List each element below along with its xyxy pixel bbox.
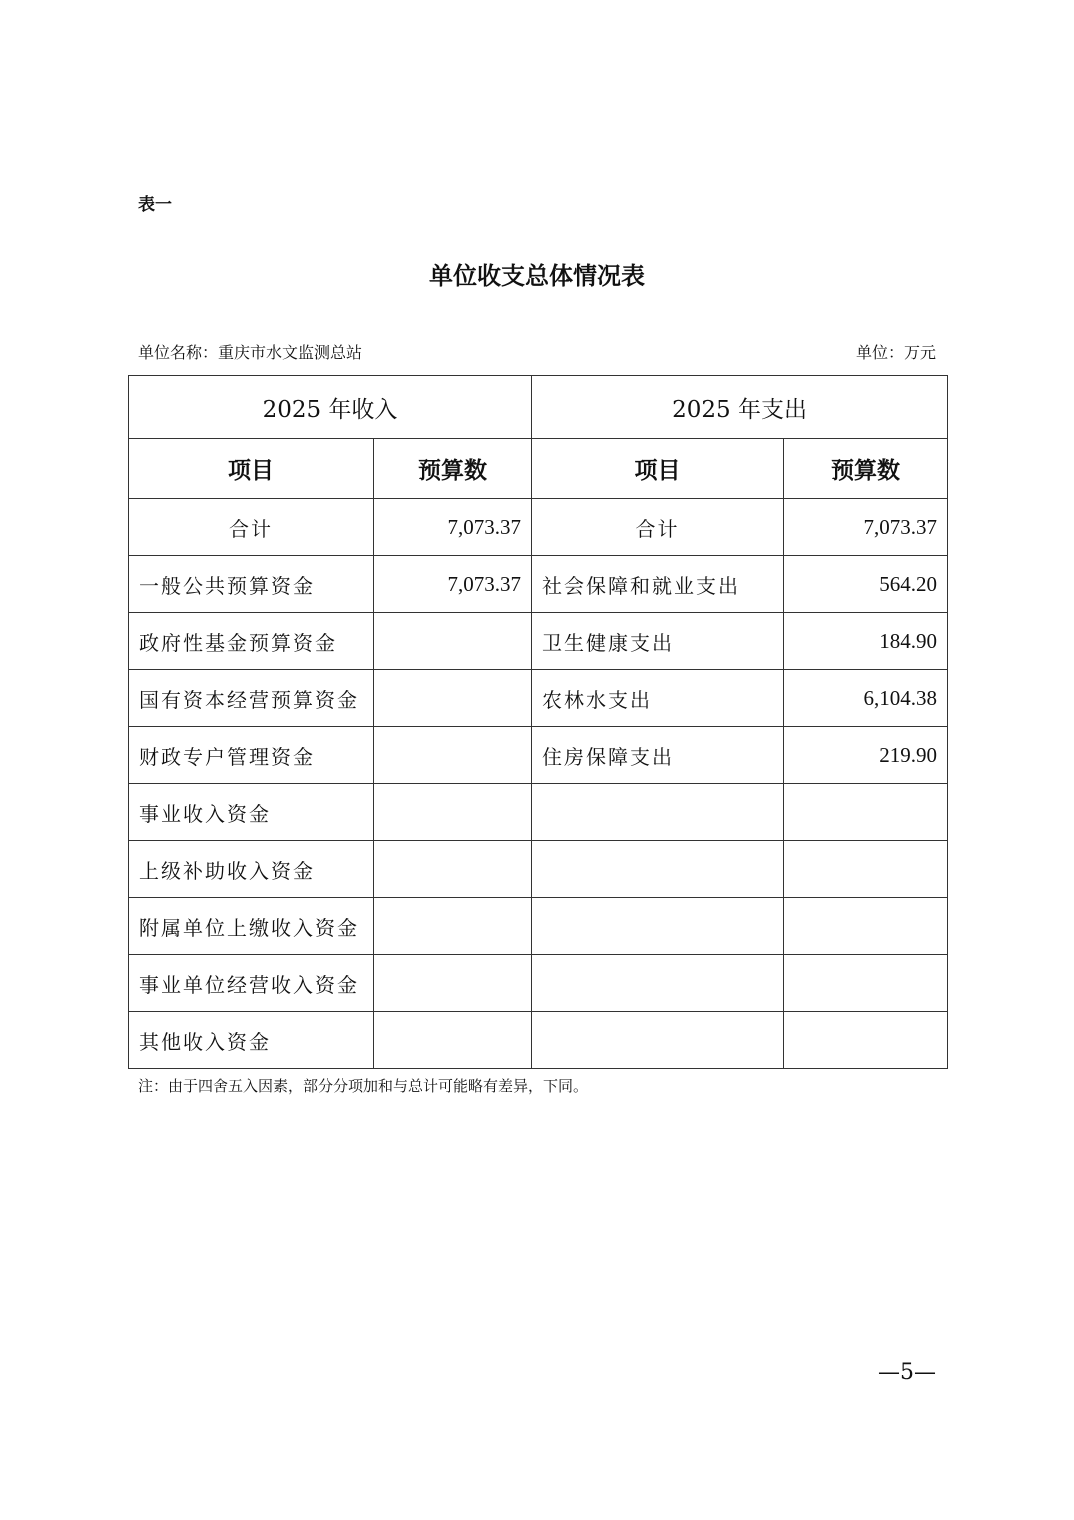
expense-item-cell [532,784,784,841]
expense-value-cell [784,955,948,1012]
income-value-cell [374,670,532,727]
unit-label: 单位：万元 [855,343,936,362]
expense-item-cell: 合计 [532,499,784,556]
expense-value-cell: 564.20 [784,556,948,613]
footnote: 注：由于四舍五入因素，部分分项加和与总计可能略有差异，下同。 [138,1077,589,1095]
income-value-cell [374,1012,532,1069]
income-value-cell [374,613,532,670]
table-row [129,955,948,1012]
page-title: 单位收支总体情况表 [429,262,645,290]
income-item-cell: 其他收入资金 [129,1012,374,1069]
income-item-cell: 政府性基金预算资金 [129,613,374,670]
expense-budget-column-header: 预算数 [784,439,948,499]
expense-item-column-header: 项目 [532,439,784,499]
income-value-cell: 7,073.37 [374,499,532,556]
expense-value-cell: 184.90 [784,613,948,670]
expense-item-cell [532,898,784,955]
budget-table [128,375,948,1069]
income-value-cell [374,841,532,898]
expense-item-cell [532,841,784,898]
income-value-cell: 7,073.37 [374,556,532,613]
income-item-column-header: 项目 [129,439,374,499]
expense-value-cell: 7,073.37 [784,499,948,556]
income-item-cell: 国有资本经营预算资金 [129,670,374,727]
table-row [129,1012,948,1069]
income-value-cell [374,727,532,784]
expense-item-cell: 社会保障和就业支出 [532,556,784,613]
table-row [129,499,948,556]
income-item-cell: 合计 [129,499,374,556]
unit-name: 单位名称：重庆市水文监测总站 [138,343,363,362]
income-budget-column-header: 预算数 [374,439,532,499]
expense-value-cell: 219.90 [784,727,948,784]
expense-value-cell: 6,104.38 [784,670,948,727]
expense-item-cell: 住房保障支出 [532,727,784,784]
income-value-cell [374,955,532,1012]
expense-item-cell [532,1012,784,1069]
expense-item-cell: 农林水支出 [532,670,784,727]
expense-header: 2025 年支出 [532,376,948,439]
expense-value-cell [784,1012,948,1069]
income-item-cell: 财政专户管理资金 [129,727,374,784]
income-header: 2025 年收入 [129,376,532,439]
income-item-cell: 事业单位经营收入资金 [129,955,374,1012]
table-row [129,556,948,613]
income-value-cell [374,784,532,841]
table-body [129,499,948,1069]
income-item-cell: 上级补助收入资金 [129,841,374,898]
expense-item-cell [532,955,784,1012]
expense-item-cell: 卫生健康支出 [532,613,784,670]
expense-value-cell [784,784,948,841]
income-item-cell: 事业收入资金 [129,784,374,841]
header-row-columns [129,439,948,499]
income-item-cell: 一般公共预算资金 [129,556,374,613]
header-row-years [129,376,948,439]
table-row [129,727,948,784]
expense-value-cell [784,898,948,955]
table-row [129,670,948,727]
table-row [129,841,948,898]
table-row [129,898,948,955]
expense-value-cell [784,841,948,898]
table-label: 表一 [138,195,172,215]
income-item-cell: 附属单位上缴收入资金 [129,898,374,955]
page-number: —5— [878,1360,936,1385]
income-value-cell [374,898,532,955]
table-row [129,613,948,670]
table-row [129,784,948,841]
